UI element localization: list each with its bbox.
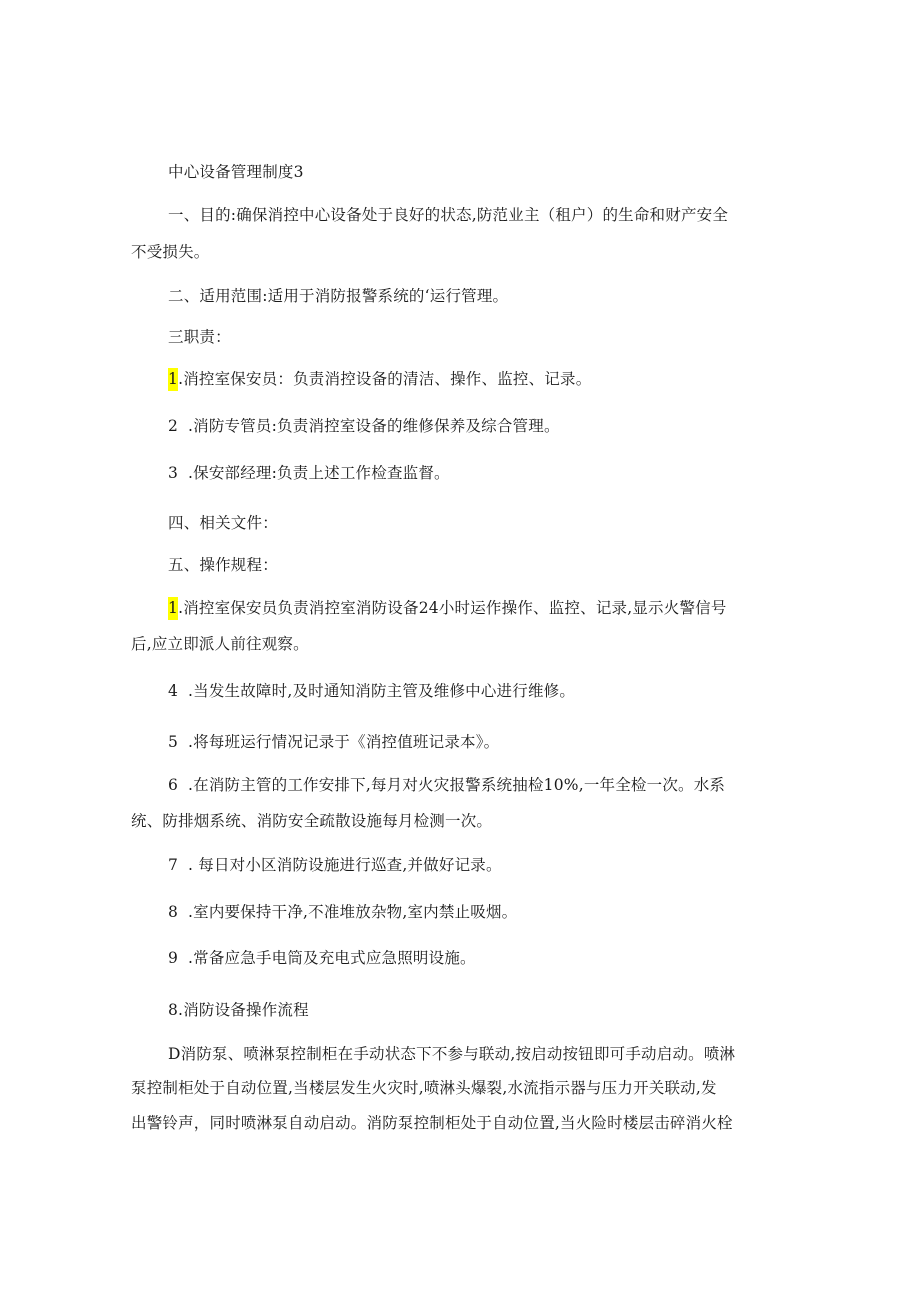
procedure-item-9-text: .常备应急手电筒及充电式应急照明设施。 xyxy=(188,949,476,967)
procedure-item-7 xyxy=(168,853,502,875)
procedure-item-4-text: .当发生故障时,及时通知消防主管及维修中心进行维修。 xyxy=(188,682,576,700)
purpose-line-2: 不受损失。 xyxy=(131,243,210,261)
list-number: 7 xyxy=(168,856,179,874)
procedure-item-8-text: .室内要保持干净,不准堆放杂物,室内禁止吸烟。 xyxy=(188,903,518,921)
procedure-item-1-line-2: 后,应立即派人前往观察。 xyxy=(131,635,309,653)
list-number: 9 xyxy=(168,949,179,967)
procedure-item-1-text: .消控室保安员负责消控室消防设备24小时运作操作、监控、记录,显示火警信号 xyxy=(178,599,727,617)
procedure-item-6-text: .在消防主管的工作安排下,每月对火灾报警系统抽检10%,一年全检一次。水系 xyxy=(188,776,726,794)
list-number: 4 xyxy=(168,682,179,700)
highlighted-number: 1 xyxy=(168,368,178,391)
duties-heading: 三职责： xyxy=(168,328,231,346)
list-number: 3 xyxy=(168,464,179,482)
procedure-item-4 xyxy=(168,679,575,701)
procedure-item-1-line-1 xyxy=(168,596,727,618)
procedure-item-6-line-2: 统、防排烟系统、消防安全疏散设施每月检测一次。 xyxy=(131,812,493,830)
flow-line-3: 出警铃声，同时喷淋泵自动启动。消防泵控制柜处于自动位置,当火险时楼层击碎消火栓 xyxy=(131,1114,733,1132)
procedure-item-9 xyxy=(168,946,476,968)
section-8-heading: 8.消防设备操作流程 xyxy=(168,1001,309,1019)
doc-title: 中心设备管理制度3 xyxy=(168,163,304,181)
procedures-heading: 五、操作规程： xyxy=(168,556,278,574)
related-docs-heading: 四、相关文件： xyxy=(168,514,278,532)
scope-paragraph: 二、适用范围:适用于消防报警系统的‘运行管理。 xyxy=(168,287,509,305)
duty-item-1 xyxy=(168,367,591,389)
list-number: 8 xyxy=(168,903,179,921)
list-number: 6 xyxy=(168,776,179,794)
duty-item-2 xyxy=(168,414,560,436)
duty-item-1-text: .消控室保安员：负责消控设备的清洁、操作、监控、记录。 xyxy=(178,370,592,388)
duty-item-2-text: .消防专管员:负责消控室设备的维修保养及综合管理。 xyxy=(188,417,560,435)
duty-item-3 xyxy=(168,461,450,483)
list-number: 5 xyxy=(168,733,179,751)
flow-line-2: 泵控制柜处于自动位置,当楼层发生火灾时,喷淋头爆裂,水流指示器与压力开关联动,发 xyxy=(131,1079,717,1097)
procedure-item-6-line-1 xyxy=(168,773,725,795)
procedure-item-5-text: .将每班运行情况记录于《消控值班记录本》。 xyxy=(188,733,500,751)
duty-item-3-text: .保安部经理:负责上述工作检查监督。 xyxy=(188,464,450,482)
procedure-item-5 xyxy=(168,730,499,752)
purpose-line-1: 一、目的:确保消控中心设备处于良好的状态,防范业主（租户）的生命和财产安全 xyxy=(168,206,729,224)
flow-line-1: D消防泵、喷淋泵控制柜在手动状态下不参与联动,按启动按钮即可手动启动。喷淋 xyxy=(168,1045,736,1063)
procedure-item-8 xyxy=(168,900,517,922)
list-number: 2 xyxy=(168,417,179,435)
procedure-item-7-text: . 每日对小区消防设施进行巡查,并做好记录。 xyxy=(188,856,502,874)
highlighted-number: 1 xyxy=(168,597,178,620)
